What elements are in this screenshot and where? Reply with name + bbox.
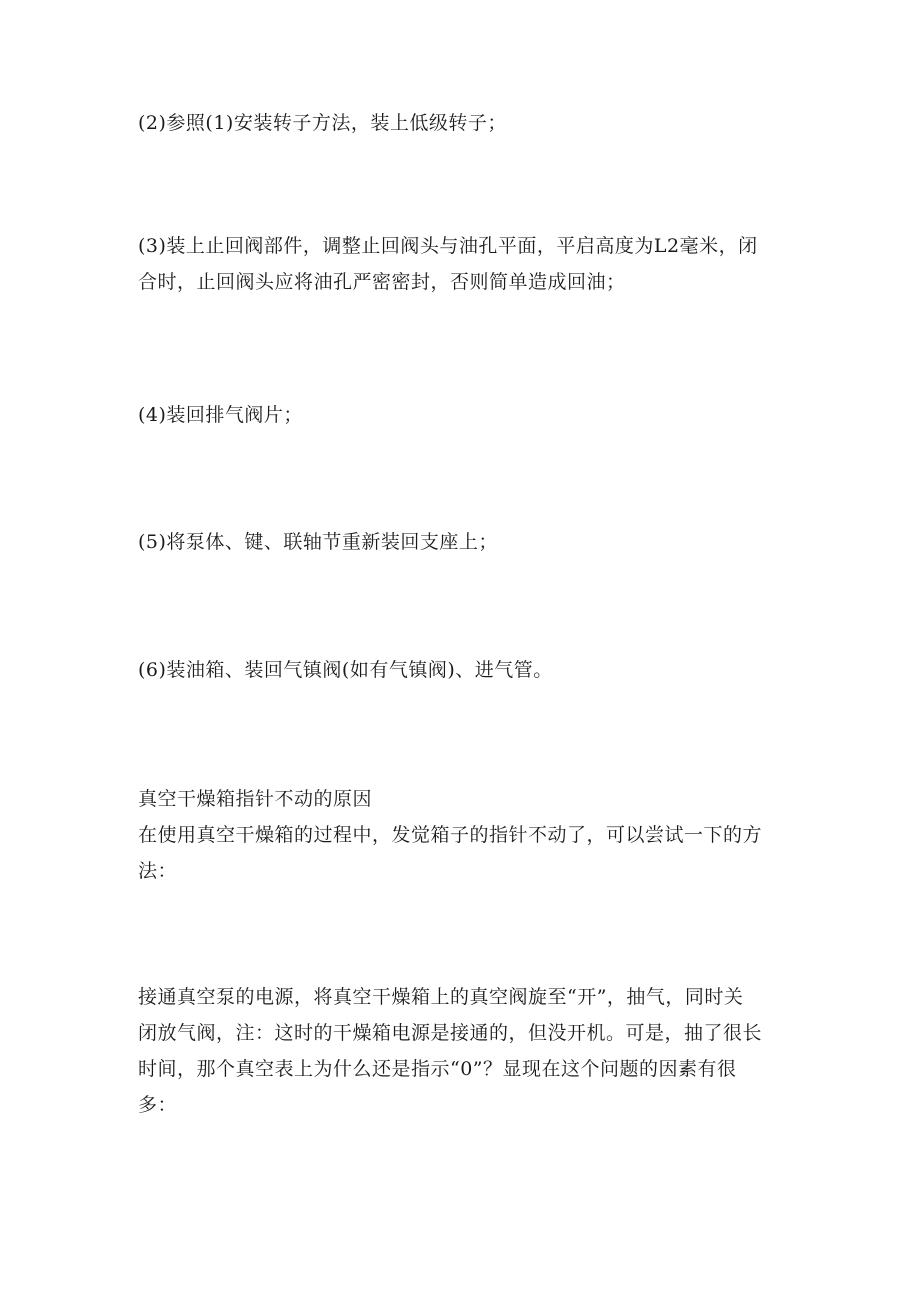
text-line: (6)装油箱、装回气镇阀(如有气镇阀)、进气管。 — [138, 659, 553, 681]
text-line: (5)将泵体、键、联轴节重新装回支座上； — [138, 531, 498, 553]
step-4-paragraph — [138, 397, 788, 433]
section-pointer-cause — [138, 781, 788, 889]
section-heading: 真空干燥箱指针不动的原因 — [138, 788, 373, 810]
step-6-paragraph — [138, 652, 788, 688]
text-line: 闭放气阀，注：这时的干燥箱电源是接通的，但没开机。可是，抽了很长 — [138, 1022, 763, 1044]
text-line: 在使用真空干燥箱的过程中，发觉箱子的指针不动了，可以尝试一下的方 — [138, 824, 763, 846]
step-2-paragraph — [138, 105, 788, 141]
text-line: (4)装回排气阀片； — [138, 404, 303, 426]
text-line: 多： — [138, 1094, 178, 1116]
text-line: 法： — [138, 860, 178, 882]
vacuum-pump-paragraph — [138, 979, 788, 1123]
text-line: 接通真空泵的电源，将真空干燥箱上的真空阀旋至“开”，抽气，同时关 — [138, 986, 744, 1008]
text-line: 合时，止回阀头应将油孔严密密封，否则简单造成回油； — [138, 271, 626, 293]
text-line: 时间，那个真空表上为什么还是指示“0”？显现在这个问题的因素有很 — [138, 1058, 737, 1080]
step-5-paragraph — [138, 524, 788, 560]
text-line: (3)装上止回阀部件，调整止回阀头与油孔平面，平启高度为L2毫米，闭 — [138, 235, 758, 257]
step-3-paragraph — [138, 228, 788, 300]
text-line: (2)参照(1)安装转子方法，装上低级转子； — [138, 112, 507, 134]
